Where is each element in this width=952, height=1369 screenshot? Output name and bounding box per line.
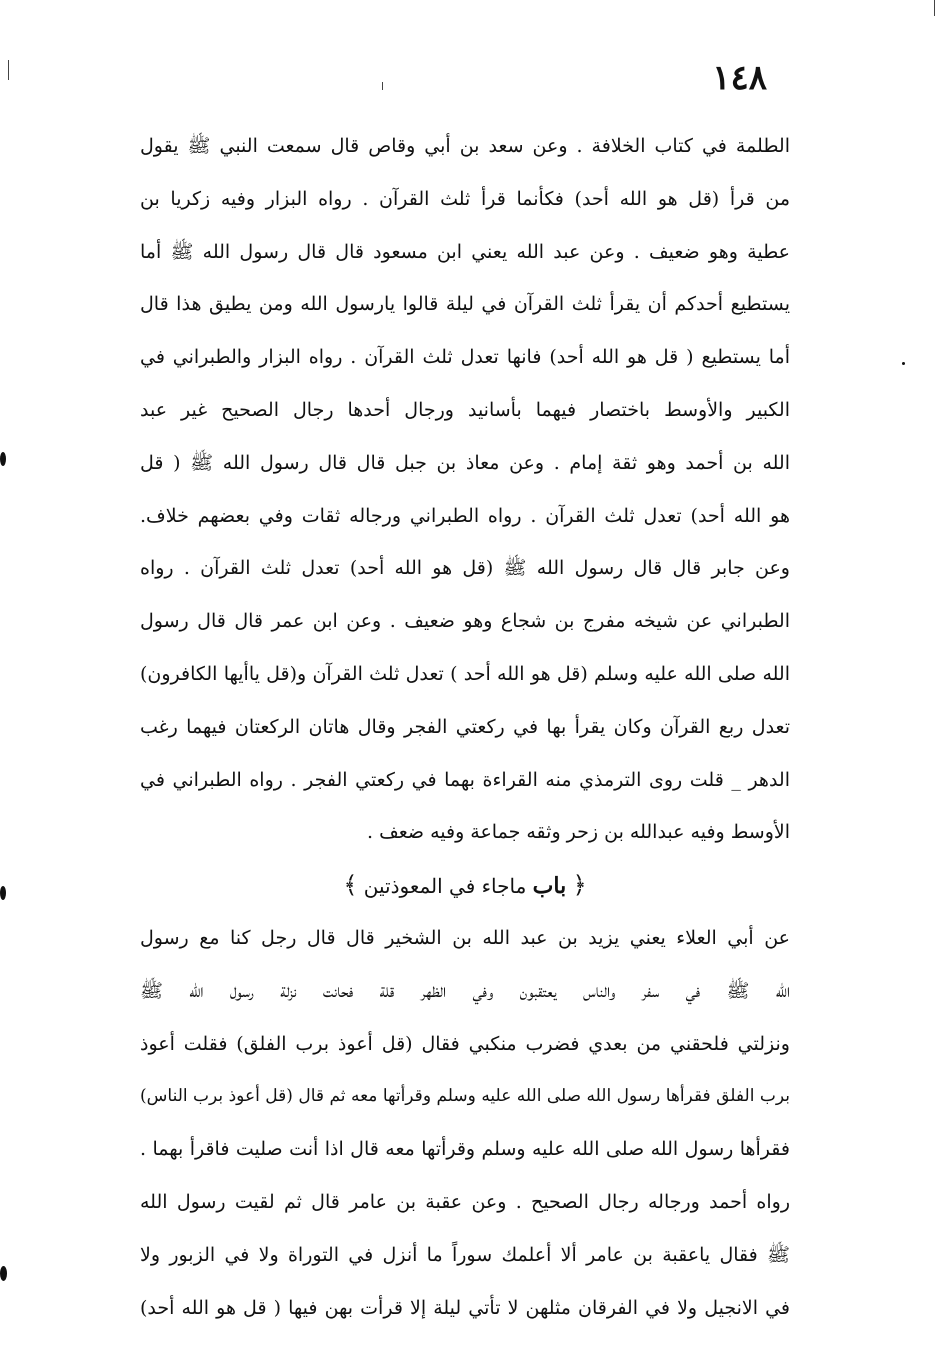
- scan-speck: [0, 452, 6, 466]
- heading-ornament-open: ﴿: [572, 871, 587, 900]
- text-line: عن أبي العلاء يعني يزيد بن عبد الله بن الشخير قال قال رجل كنا مع رسول: [140, 926, 790, 949]
- scan-line: [934, 0, 935, 16]
- text-line: وعن جابر قال قال رسول الله ﷺ (قل هو الله أحد) تعدل ثلث القرآن . رواه: [140, 557, 790, 580]
- text-line: فقرأها رسول الله صلى الله عليه وسلم وقرأتها معه قال اذا أنت صليت فاقرأ بهما .: [140, 1138, 790, 1161]
- paragraph-part1: [140, 120, 790, 859]
- text-line: برب الفلق فقرأها رسول الله صلى الله عليه وسلم وقرأتها معه ثم قال (قل أعوذ برب الناس): [140, 1086, 790, 1107]
- scan-speck: [0, 1266, 7, 1281]
- text-line: ﷺ فقال ياعقبة بن عامر ألا أعلمك سوراً ما أنزل في التوراة ولا في الزبور ولا: [140, 1243, 790, 1266]
- text-line: الله صلى الله عليه وسلم (قل هو الله أحد ) تعدل ثلث القرآن و(قل ياأيها الكافرون): [140, 662, 790, 685]
- text-line: الكبير والأوسط باختصار فيهما بأسانيد ورجال أحدها رجال الصحيح غير عبد: [140, 398, 790, 421]
- page-number: ١٤٨: [712, 58, 767, 98]
- text-line: ونزلتي فلحقني من بعدي فضرب منكبي فقال (قل أعوذ برب الفلق) فقلت أعوذ: [140, 1032, 790, 1055]
- text-line: رواه أحمد ورجاله رجال الصحيح . وعن عقبة بن عامر قال ثم لقيت رسول الله: [140, 1190, 790, 1213]
- scan-speck: [902, 362, 905, 365]
- body-text: [140, 120, 790, 1334]
- heading-title: ماجاء في المعوذتين: [363, 874, 527, 899]
- text-line: يستطيع أحدكم أن يقرأ ثلث القرآن في ليلة قالوا يارسول الله ومن يطيق هذا قال: [140, 293, 790, 316]
- text-line: عطية وهو ضعيف . وعن عبد الله يعني ابن مسعود قال قال رسول الله ﷺ أما: [140, 240, 790, 263]
- chapter-heading: [140, 859, 790, 912]
- paragraph-part2: [140, 912, 790, 1334]
- text-line: في الانجيل ولا في الفرقان مثلهن لا تأتي ليلة إلا قرأت بهن فيها ( قل هو الله أحد): [140, 1296, 790, 1319]
- text-line: الطلمة في كتاب الخلافة . وعن سعد بن أبي وقاص قال سمعت النبي ﷺ يقول: [140, 135, 790, 157]
- text-line: هو الله أحد) تعدل ثلث القرآن . رواه الطبراني ورجاله ثقات وفي بعضهم خلاف.: [140, 504, 790, 527]
- scan-line: [382, 82, 383, 90]
- scan-speck: [0, 886, 6, 900]
- text-line: الله ﷺ في سفر والناس يعتقبون وفي الظهر قلة فحانت نزلة رسول الله ﷺ: [140, 979, 790, 1002]
- text-line: تعدل ربع القرآن وكان يقرأ بها في ركعتي الفجر وقال هاتان الركعتان فيهما رغب: [140, 715, 790, 738]
- text-line: الطبراني عن شيخه مفرج بن شجاع وهو ضعيف . وعن ابن عمر قال قال رسول: [140, 610, 790, 633]
- scan-line: [8, 60, 9, 80]
- text-line: الله بن أحمد وهو ثقة إمام . وعن معاذ بن جبل قال قال رسول الله ﷺ ( قل: [140, 451, 790, 474]
- heading-bab-word: باب: [532, 873, 567, 900]
- text-line: الأوسط وفيه عبدالله بن زحر وثقه جماعة وفيه ضعف .: [366, 821, 790, 844]
- heading-ornament-close: ﴾: [343, 871, 358, 900]
- text-line: من قرأ (قل هو الله أحد) فكأنما قرأ ثلث القرآن . رواه البزار وفيه زكريا بن: [140, 187, 790, 210]
- text-line: الدهر _ قلت روى الترمذي منه القراءة بهما في ركعتي الفجر . رواه الطبراني في: [140, 768, 790, 791]
- text-line: أما يستطيع ( قل هو الله أحد) فانها تعدل ثلث القرآن . رواه البزار والطبراني في: [140, 346, 790, 369]
